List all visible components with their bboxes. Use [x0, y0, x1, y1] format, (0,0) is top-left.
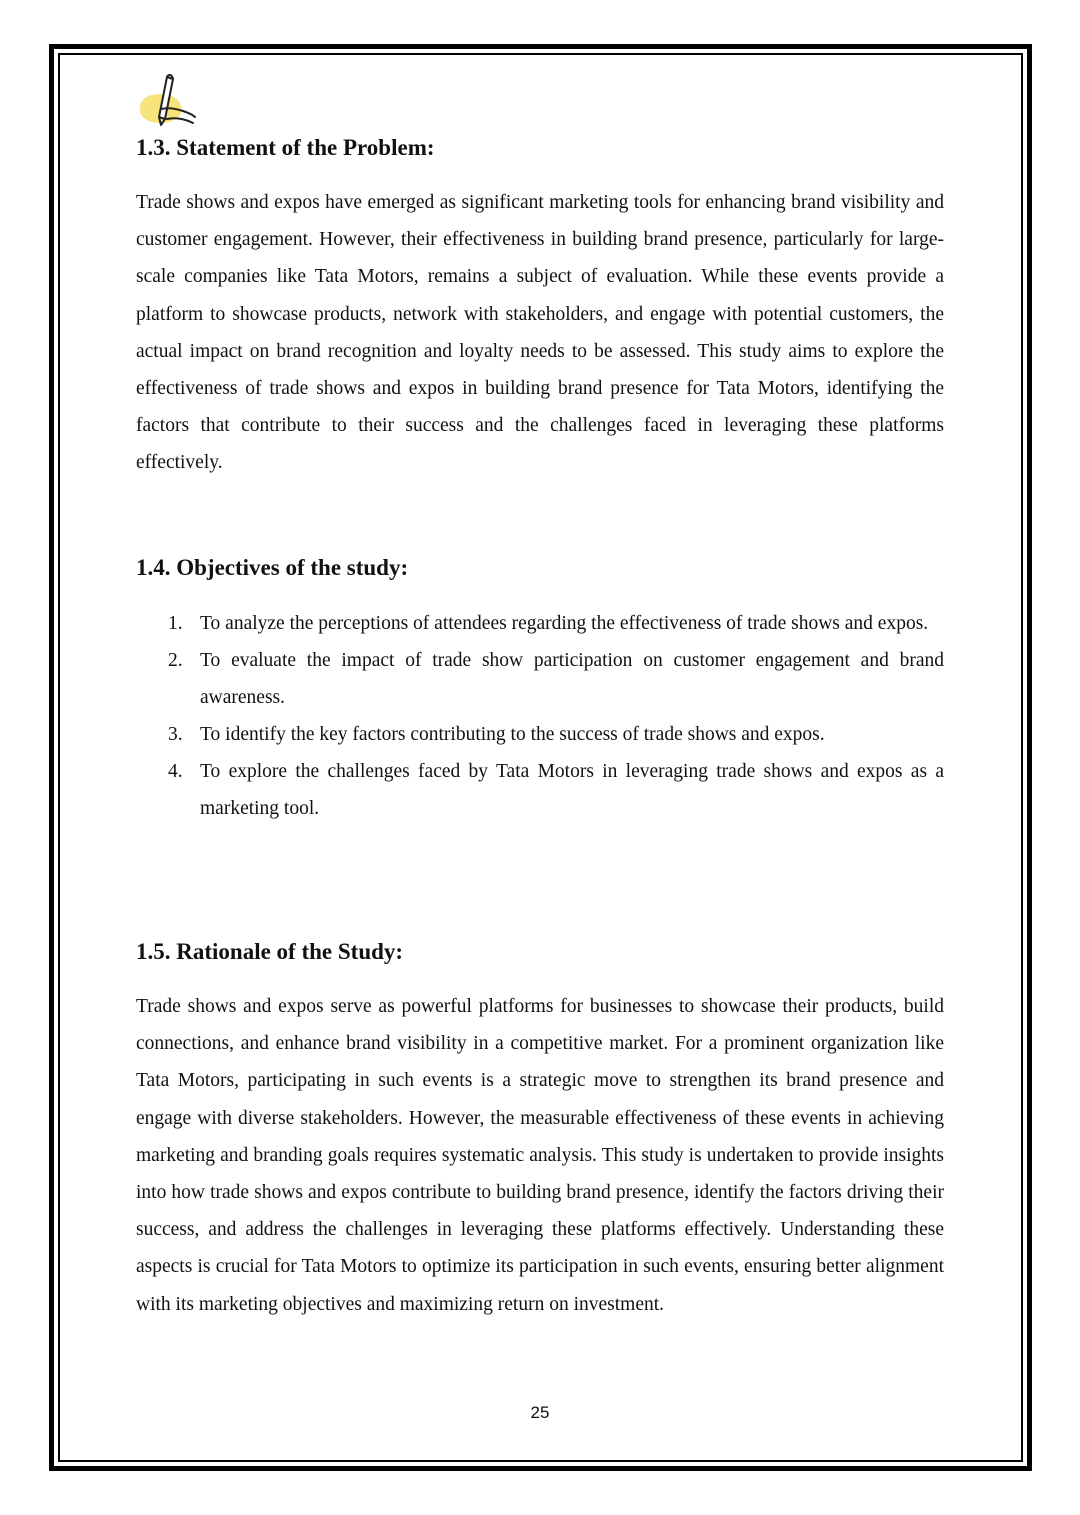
- objectives-list: [136, 605, 944, 827]
- section-heading-objectives: 1.4. Objectives of the study:: [136, 555, 409, 580]
- list-item: [136, 716, 944, 753]
- list-item: [136, 753, 944, 827]
- list-item-number: 2.: [168, 650, 183, 671]
- list-item-text: To evaluate the impact of trade show participation on customer engagement and brand awareness.: [200, 650, 944, 708]
- rationale-paragraph: Trade shows and expos serve as powerful platforms for businesses to showcase their products, build connections, and enhance brand visibility in a competitive market. For a prominent organization like Tata Motors, participating in such events is a strategic move to strengthen its brand presence and engage with diverse stakeholders. However, the measurable effectiveness of these events in achieving marketing and branding goals requires systematic analysis. This study is undertaken to provide insights into how trade shows and expos contribute to building brand presence, identify the factors driving their success, and address the challenges in leveraging these platforms effectively. Understanding these aspects is crucial for Tata Motors to optimize its participation in such events, ensuring better alignment with its marketing objectives and maximizing return on investment.: [136, 996, 944, 1315]
- section-heading-problem: 1.3. Statement of the Problem:: [136, 135, 435, 160]
- list-item: [136, 642, 944, 716]
- list-item-number: 4.: [168, 761, 183, 782]
- list-item-number: 3.: [168, 724, 183, 745]
- list-item-text: To analyze the perceptions of attendees regarding the effectiveness of trade shows and expos.: [200, 613, 929, 634]
- page-number: 25: [530, 1403, 550, 1422]
- list-item: [136, 605, 944, 642]
- problem-paragraph: Trade shows and expos have emerged as significant marketing tools for enhancing brand visibility and customer engagement. However, their effectiveness in building brand presence, particularly for large-scale companies like Tata Motors, remains a subject of evaluation. While these events provide a platform to showcase products, network with stakeholders, and engage with potential customers, the actual impact on brand recognition and loyalty needs to be assessed. This study aims to explore the effectiveness of trade shows and expos in building brand presence for Tata Motors, identifying the factors that contribute to their success and the challenges faced in leveraging these platforms effectively.: [136, 192, 944, 474]
- pen-with-highlight-icon: [137, 73, 199, 129]
- list-item-text: To identify the key factors contributing to the success of trade shows and expos.: [200, 724, 825, 745]
- section-heading-rationale: 1.5. Rationale of the Study:: [136, 939, 404, 964]
- list-item-number: 1.: [168, 613, 183, 634]
- list-item-text: To explore the challenges faced by Tata Motors in leveraging trade shows and expos as a marketing tool.: [200, 761, 944, 819]
